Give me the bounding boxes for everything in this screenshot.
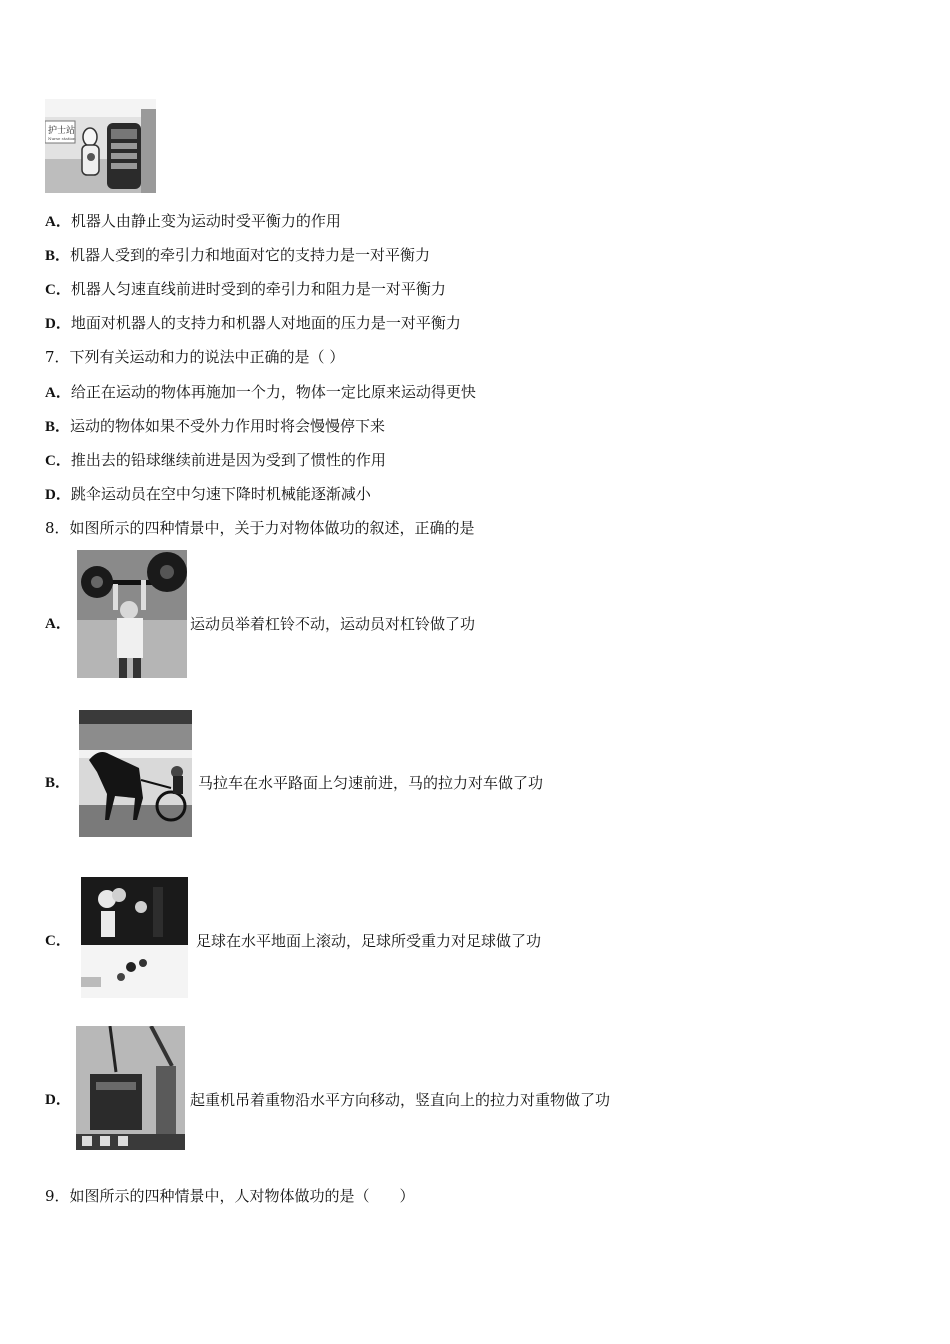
q7-option-d <box>45 484 371 505</box>
crane-photo <box>76 1026 185 1150</box>
option-text: 给正在运动的物体再施加一个力，物体一定比原来运动得更快 <box>70 383 476 401</box>
option-label: D． <box>45 487 71 503</box>
q6-option-a <box>45 211 341 232</box>
q8-option-b-label: B． <box>45 775 71 791</box>
q9-stem: 9．如图所示的四种情景中，人对物体做功的是（ ） <box>45 1187 415 1205</box>
option-label: A． <box>45 385 71 401</box>
option-text: 推出去的铅球继续前进是因为受到了惯性的作用 <box>70 451 386 469</box>
option-text: 运动的物体如果不受外力作用时将会慢慢停下来 <box>70 417 386 435</box>
q8-option-a-text: 运动员举着杠铃不动，运动员对杠铃做了功 <box>190 615 476 633</box>
option-label: B． <box>45 248 71 264</box>
q6-option-b <box>45 245 430 266</box>
option-label: C． <box>45 453 71 469</box>
football-photo <box>81 877 188 998</box>
option-text: 机器人受到的牵引力和地面对它的支持力是一对平衡力 <box>70 246 431 264</box>
option-label: C． <box>45 282 71 298</box>
q6-option-d <box>45 313 461 334</box>
q6-option-c <box>45 279 446 300</box>
option-text: 地面对机器人的支持力和机器人对地面的压力是一对平衡力 <box>70 314 461 332</box>
q8-option-c-text: 足球在水平地面上滚动，足球所受重力对足球做了功 <box>196 932 542 950</box>
option-text: 机器人由静止变为运动时受平衡力的作用 <box>70 212 341 230</box>
robot-photo <box>45 99 156 193</box>
option-label: A． <box>45 214 71 230</box>
q7-stem: 7．下列有关运动和力的说法中正确的是（ ） <box>45 348 345 366</box>
q8-option-d-label: D． <box>45 1092 71 1108</box>
q8-option-d-text: 起重机吊着重物沿水平方向移动，竖直向上的拉力对重物做了功 <box>190 1091 611 1109</box>
option-label: D． <box>45 316 71 332</box>
horse-cart-photo <box>79 710 192 837</box>
q8-option-a-label: A． <box>45 616 71 632</box>
q7-option-a <box>45 382 476 403</box>
q8-stem: 8．如图所示的四种情景中，关于力对物体做功的叙述，正确的是 <box>45 519 475 537</box>
q7-option-c <box>45 450 386 471</box>
nurse-station-sign: 护士站 <box>48 126 76 136</box>
option-text: 跳伞运动员在空中匀速下降时机械能逐渐减小 <box>70 485 371 503</box>
q7-option-b <box>45 416 385 437</box>
option-label: B． <box>45 419 71 435</box>
weightlifter-photo <box>77 550 187 678</box>
option-text: 机器人匀速直线前进时受到的牵引力和阻力是一对平衡力 <box>70 280 446 298</box>
q8-option-b-text: 马拉车在水平路面上匀速前进，马的拉力对车做了功 <box>198 774 544 792</box>
nurse-station-subsign: Nurse station <box>48 136 76 141</box>
q8-option-c-label: C． <box>45 933 71 949</box>
